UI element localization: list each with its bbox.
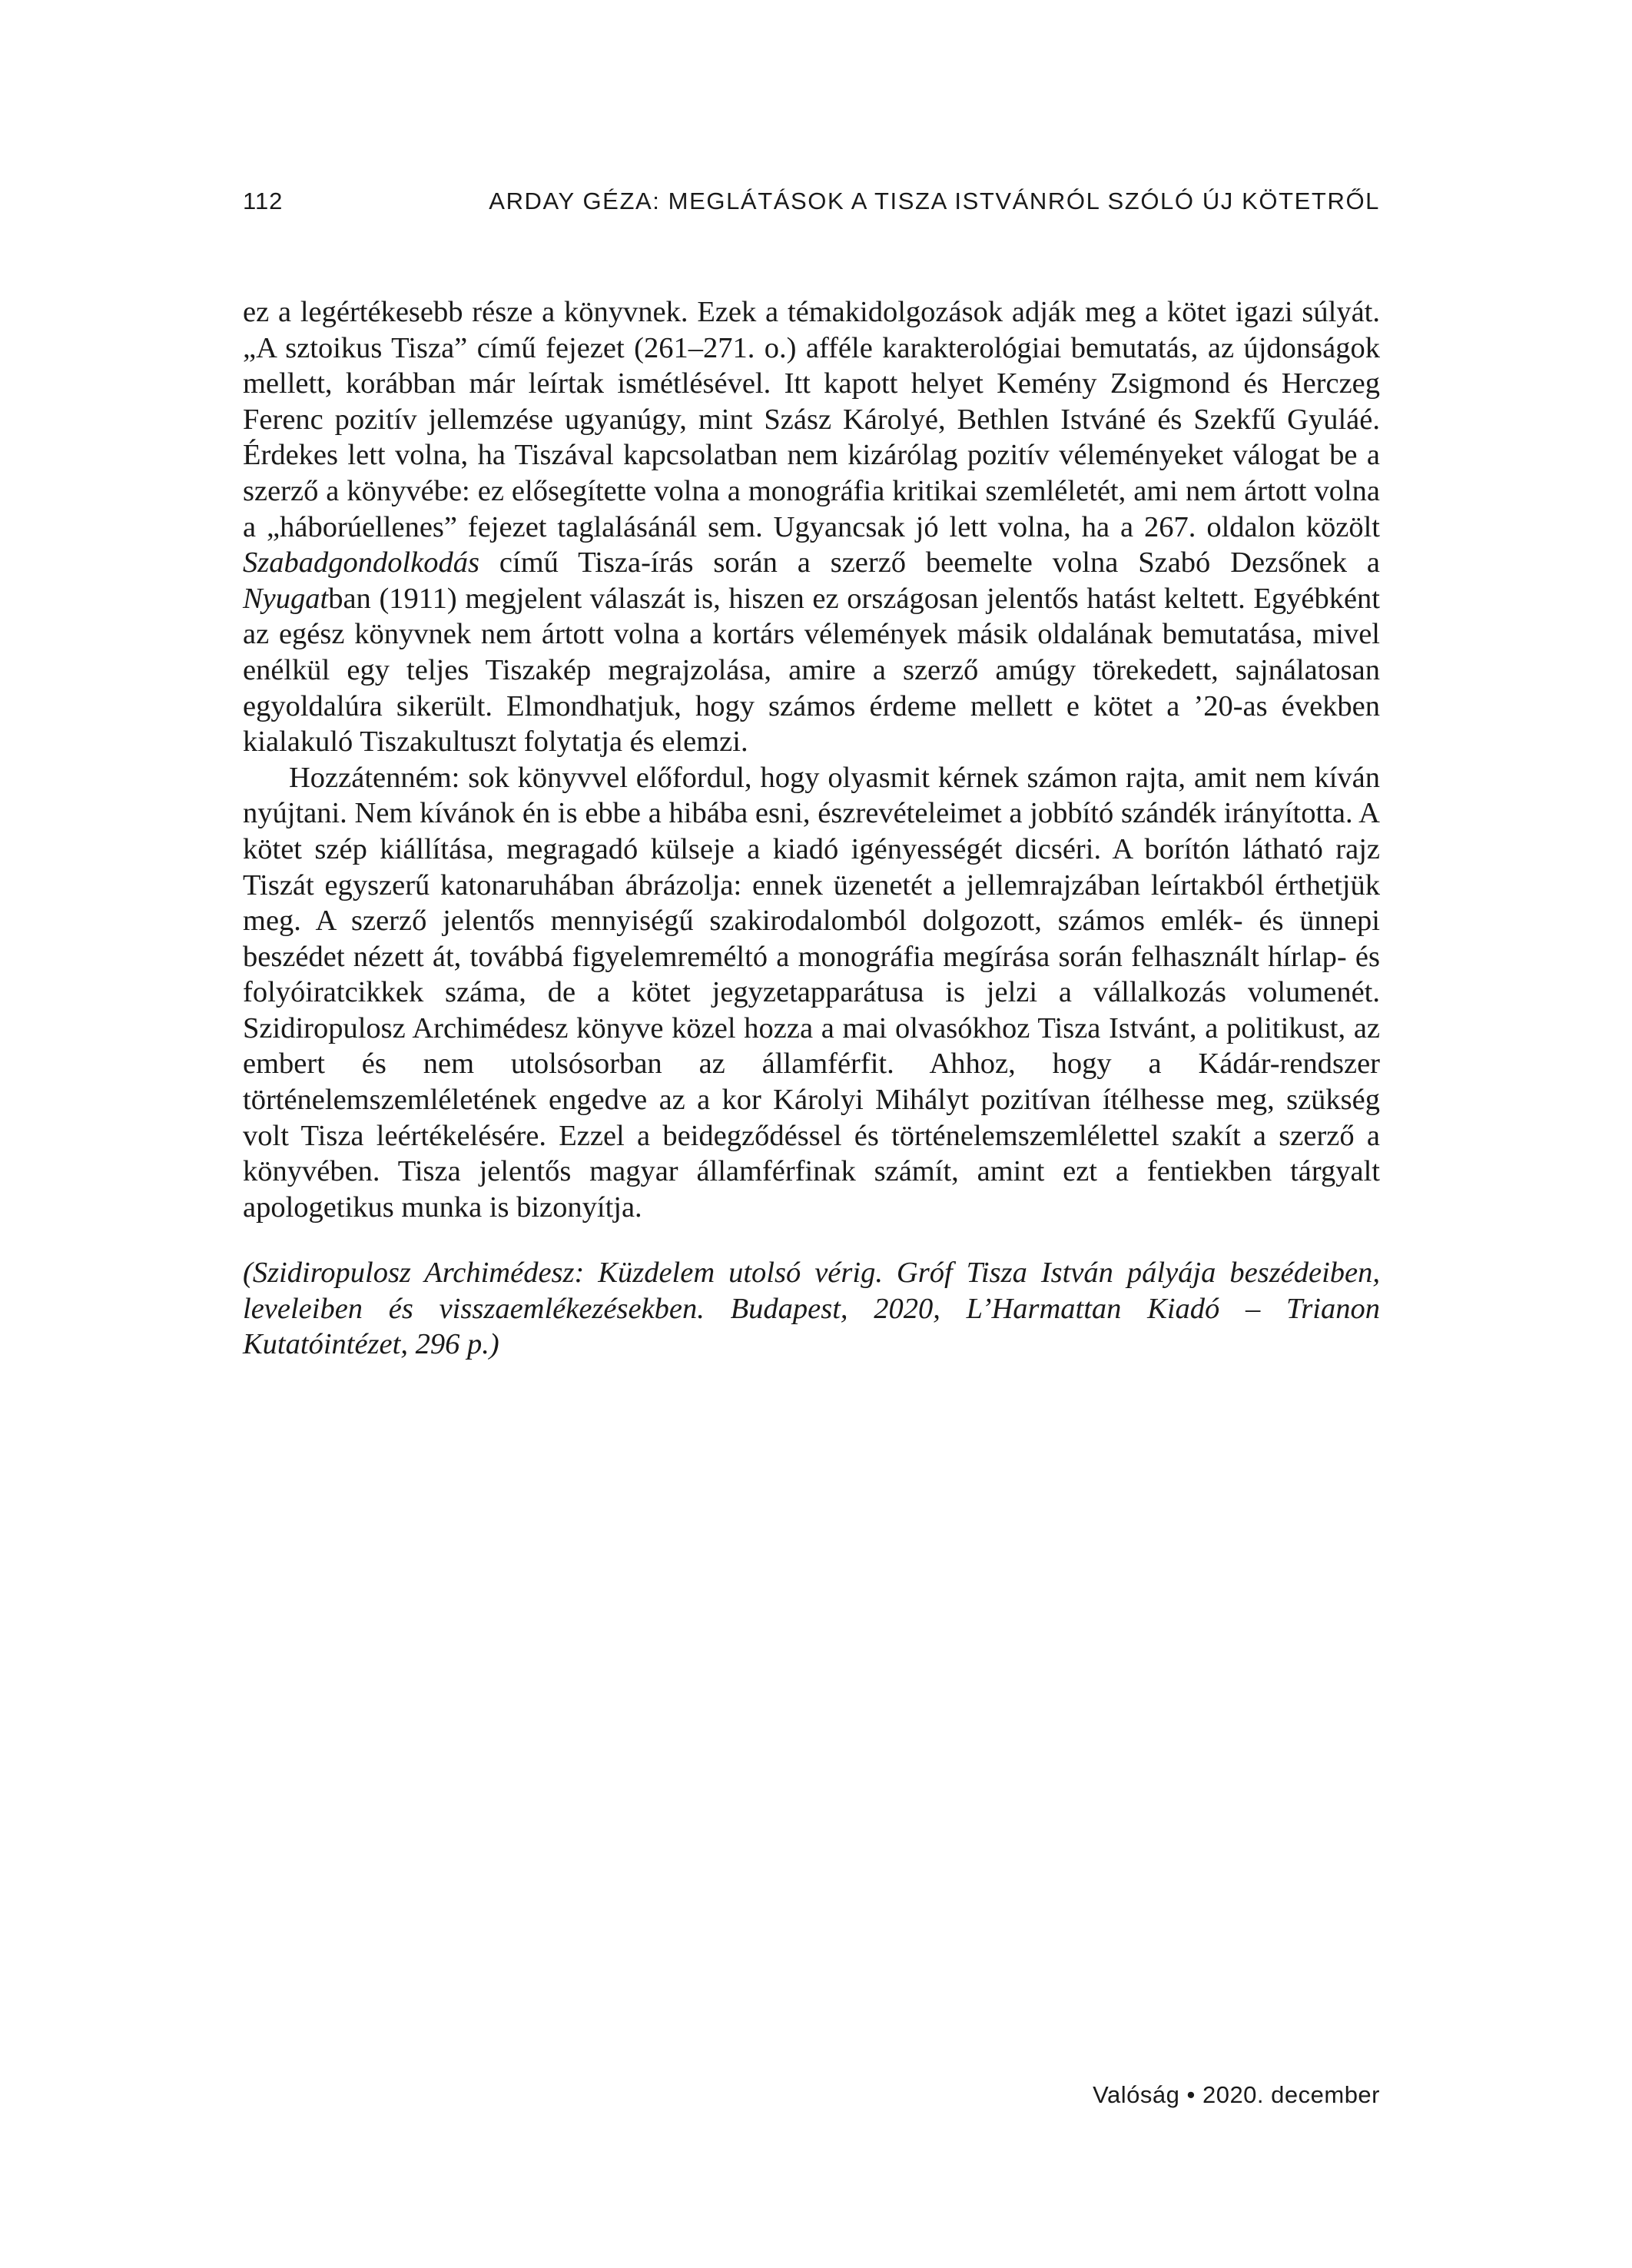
italic-title-nyugat: Nyugat <box>243 582 329 615</box>
italic-title-szabadgondolkodas: Szabadgondolkodás <box>243 546 479 579</box>
paragraph-1-part-3: ban (1911) megjelent válaszát is, hiszen ez országosan jelentős hatást keltett. Egyébként az egész könyvnek nem ártott volna a kortárs vélemények másik oldalának bemutatása, mivel enélkül egy teljes Tiszakép megrajzolása, amire a szerző amúgy törekedett, sajnálatosan egyoldalúra sikerült. Elmondhatjuk, hogy számos érdeme mellett e kötet a ’20-as években kialakuló Tiszakultuszt folytatja és elemzi. <box>243 582 1380 759</box>
page-number: 112 <box>243 188 284 214</box>
paragraph-1-part-1: ez a legértékesebb része a könyvnek. Ezek a témakidolgozások adják meg a kötet igazi súlyát. „A sztoikus Tisza” című fejezet (261–271. o.) afféle karakterológiai bemutatás, az újdonságok mellett, korábban már leírtak ismétlésével. Itt kapott helyet Kemény Zsigmond és Herczeg Ferenc pozitív jellemzése ugyanúgy, mint Szász Károlyé, Bethlen Istváné és Szekfű Gyuláé. Érdekes lett volna, ha Tiszával kapcsolatban nem kizárólag pozitív véleményeket válogat be a szerző a könyvébe: ez elősegítette volna a monográfia kritikai szemléletét, ami nem ártott volna a „háborúellenes” fejezet taglalásánál sem. Ugyancsak jó lett volna, ha a 267. oldalon közölt <box>243 296 1380 543</box>
article-body <box>243 294 1380 1225</box>
running-title: ARDAY GÉZA: MEGLÁTÁSOK A TISZA ISTVÁNRÓL SZÓLÓ ÚJ KÖTETRŐL <box>489 188 1380 214</box>
paragraph-1 <box>243 294 1380 760</box>
paragraph-1-part-2: című Tisza-írás során a szerző beemelte volna Szabó Dezsőnek a <box>479 546 1380 579</box>
paragraph-2: Hozzátenném: sok könyvvel előfordul, hogy olyasmit kérnek számon rajta, amit nem kíván nyújtani. Nem kívánok én is ebbe a hibába esni, észrevételeimet a jobbító szándék irányította. A kötet szép kiállítása, megragadó külseje a kiadó igényességét dicséri. A borítón látható rajz Tiszát egyszerű katonaruhában ábrázolja: ennek üzenetét a jellemrajzában leírtakból érthetjük meg. A szerző jelentős mennyiségű szakirodalomból dolgozott, számos emlék- és ünnepi beszédet nézett át, továbbá figyelemreméltó a monográfia megírása során felhasznált hírlap- és folyóiratcikkek száma, de a kötet jegyzetapparátusa is jelzi a vállalkozás volumenét. Szidiropulosz Archimédesz könyve közel hozza a mai olvasókhoz Tisza Istvánt, a politikust, az embert és nem utolsósorban az államférfit. Ahhoz, hogy a Kádár-rendszer történelemszemléletének engedve az a kor Károlyi Mihályt pozitívan ítélhesse meg, szükség volt Tisza leértékelésére. Ezzel a beidegződéssel és történelemszemlélettel szakít a szerző a könyvében. Tisza jelentős magyar államférfinak számít, amint ezt a fentiekben tárgyalt apologetikus munka is bizonyítja. <box>243 761 1380 1224</box>
page-footer: Valóság • 2020. december <box>1093 2081 1380 2108</box>
running-header <box>243 188 1380 221</box>
bibliographic-citation: (Szidiropulosz Archimédesz: Küzdelem utolsó vérig. Gróf Tisza István pályája beszédeiben, leveleiben és visszaemlékezésekben. Budapest, 2020, L’Harmattan Kiadó – Trianon Kutatóintézet, 296 p.) <box>243 1257 1380 1361</box>
